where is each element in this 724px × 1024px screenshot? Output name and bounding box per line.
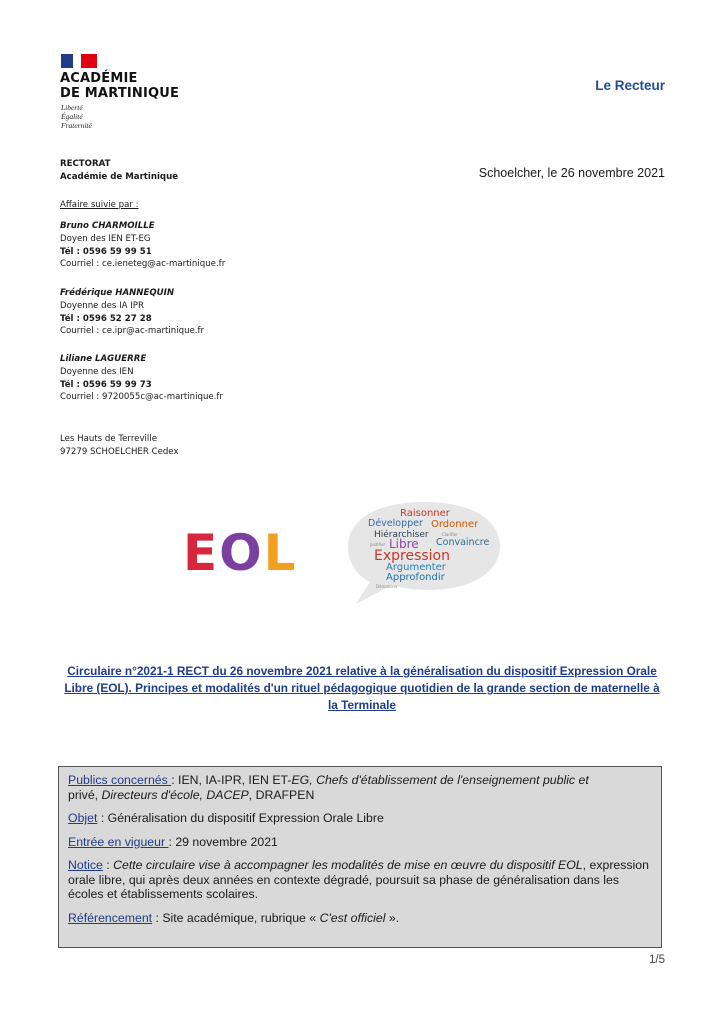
eol-logo: EOL [183,524,298,582]
followed-by-label: Affaire suivie par : [60,200,139,210]
word-hierarchiser: Hiérarchiser [374,530,429,540]
rectorat-block: RECTORAT Académie de Martinique [60,159,179,182]
notice-row: Notice : Cette circulaire vise à accompagner les modalités de mise en œuvre du dispositif EOL, expression orale libre, qui après deux années en contexte dégradé, poursuit sa phase de généralisation dans les écoles et établissements scolaires. [68,858,649,901]
circular-title: Circulaire n°2021-1 RECT du 26 novembre 2021 relative à la généralisation du dispositif Expression Orale Libre (EOL). Principes et modalités d'un rituel pédagogique quotidien de la grande section de maternelle à la Terminale [64,664,660,712]
word-argumenter: Argumenter [386,562,446,573]
place-date: Schoelcher, le 26 novembre 2021 [478,166,665,180]
word-justifier: Justifier [370,542,386,547]
word-ordonner: Ordonner [431,519,479,530]
contact-2: Frédérique HANNEQUIN Doyenne des IA IPR Tél : 0596 52 27 28 Courriel : ce.ipr@ac-martinique.fr [60,288,205,337]
entree-row: Entrée en vigueur : 29 novembre 2021 [68,834,278,849]
objet-row: Objet : Généralisation du dispositif Expression Orale Libre [68,811,384,825]
sender-title: Le Recteur [595,78,665,93]
marianne-logo [61,54,97,68]
word-developper: Développer [368,518,423,529]
word-convaincre: Convaincre [436,537,490,548]
word-expression: Expression [374,548,450,564]
referencement-row: Référencement : Site académique, rubrique « C'est officiel ». [68,910,400,925]
page-number: 1/5 [649,954,665,966]
republic-motto: Liberté Égalité Fraternité [61,103,92,130]
institution-name: ACADÉMIE DE MARTINIQUE [60,71,180,101]
contact-1: Bruno CHARMOILLE Doyen des IEN ET-EG Tél : 0596 59 99 51 Courriel : ce.ieneteg@ac-martinique.fr [60,221,226,270]
postal-address: Les Hauts de Terreville 97279 SCHOELCHER Cedex [60,434,179,457]
word-cloud-bubble [344,498,504,608]
publics-row: Publics concernés : IEN, IA-IPR, IEN ET-EG, Chefs d'établissement de l'enseignement public et privé, Directeurs d'école, DACEP, DRAFPEN [68,773,589,802]
word-raisonner: Raisonner [400,508,450,519]
word-libre: Libre [389,537,419,551]
word-demontrer: Démontrer [376,584,398,589]
contact-3: Liliane LAGUERRE Doyenne des IEN Tél : 0596 59 99 73 Courriel : 9720055c@ac-martinique.fr [60,354,223,403]
summary-box [58,766,662,948]
word-approfondir: Approfondir [386,572,445,583]
word-clarifier: Clarifier [442,532,458,537]
